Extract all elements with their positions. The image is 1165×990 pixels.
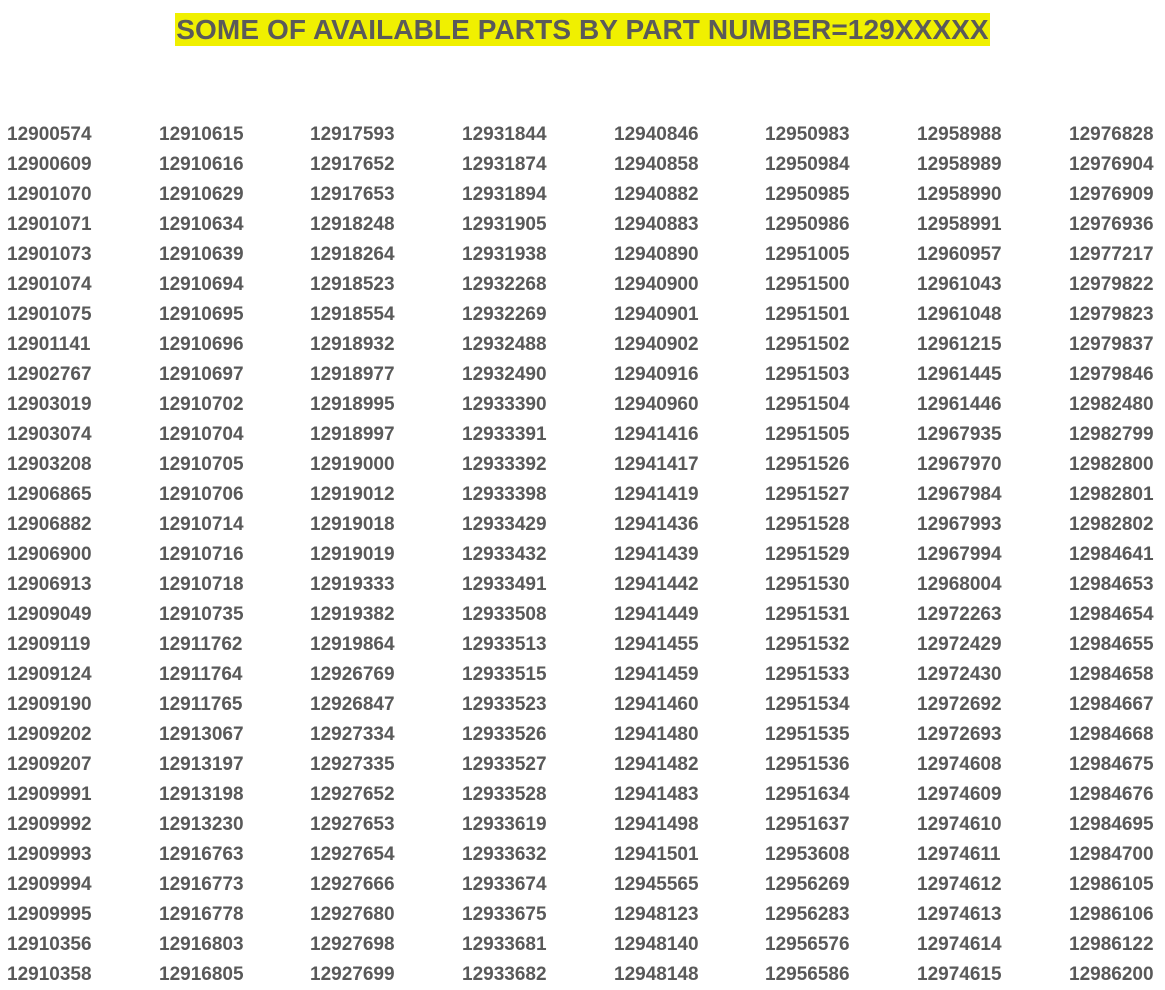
- part-number: 12951526: [765, 454, 850, 475]
- part-number: 12948123: [614, 904, 699, 925]
- page-title: SOME OF AVAILABLE PARTS BY PART NUMBER=129XXXXX: [176, 14, 989, 45]
- part-number: 12951501: [765, 304, 850, 325]
- part-number: 12919382: [310, 604, 395, 625]
- part-number: 12941482: [614, 754, 699, 775]
- part-number: 12909119: [7, 634, 91, 655]
- part-number: 12911765: [159, 694, 243, 715]
- part-number: 12958991: [917, 214, 1002, 235]
- part-number: 12910629: [159, 184, 244, 205]
- part-number: 12927335: [310, 754, 395, 775]
- part-number: 12967994: [917, 544, 1002, 565]
- part-number: 12953608: [765, 844, 850, 865]
- part-number: 12986122: [1069, 934, 1154, 955]
- part-number: 12982800: [1069, 454, 1154, 475]
- part-number: 12933681: [462, 934, 547, 955]
- part-number: 12933508: [462, 604, 547, 625]
- part-number: 12972693: [917, 724, 1002, 745]
- part-number: 12927699: [310, 964, 395, 985]
- part-number: 12951005: [765, 244, 850, 265]
- part-number: 12984675: [1069, 754, 1154, 775]
- part-number: 12931844: [462, 124, 547, 145]
- part-number: 12910356: [7, 934, 92, 955]
- part-number: 12933619: [462, 814, 547, 835]
- part-number: 12984655: [1069, 634, 1154, 655]
- part-number: 12900609: [7, 154, 92, 175]
- part-number: 12931938: [462, 244, 547, 265]
- part-number: 12940882: [614, 184, 699, 205]
- part-number: 12951500: [765, 274, 850, 295]
- part-number: 12933432: [462, 544, 547, 565]
- part-number: 12974608: [917, 754, 1002, 775]
- part-number: 12940900: [614, 274, 699, 295]
- part-number: 12972429: [917, 634, 1002, 655]
- part-number: 12941483: [614, 784, 699, 805]
- part-number: 12932490: [462, 364, 547, 385]
- part-number: 12951637: [765, 814, 850, 835]
- part-number: 12927698: [310, 934, 395, 955]
- part-number: 12919000: [310, 454, 395, 475]
- part-number: 12918523: [310, 274, 395, 295]
- part-number: 12951505: [765, 424, 850, 445]
- part-number: 12903208: [7, 454, 92, 475]
- part-number: 12951534: [765, 694, 850, 715]
- part-number: 12918554: [310, 304, 395, 325]
- part-number: 12918248: [310, 214, 395, 235]
- part-number: 12940916: [614, 364, 699, 385]
- part-number: 12941459: [614, 664, 699, 685]
- part-number: 12913197: [159, 754, 244, 775]
- part-number: 12974611: [917, 844, 1001, 865]
- part-number: 12901073: [7, 244, 92, 265]
- parts-column-5: [614, 120, 699, 990]
- part-number: 12941419: [614, 484, 699, 505]
- part-number: 12933675: [462, 904, 547, 925]
- part-number: 12927334: [310, 724, 395, 745]
- part-number: 12979846: [1069, 364, 1154, 385]
- part-number: 12933429: [462, 514, 547, 535]
- part-number: 12967935: [917, 424, 1002, 445]
- part-number: 12909994: [7, 874, 92, 895]
- part-number: 12956576: [765, 934, 850, 955]
- part-number: 12933526: [462, 724, 547, 745]
- parts-column-3: [310, 120, 395, 990]
- part-number: 12984653: [1069, 574, 1154, 595]
- part-number: 12932268: [462, 274, 547, 295]
- part-number: 12933513: [462, 634, 547, 655]
- part-number: 12951532: [765, 634, 850, 655]
- parts-column-7: [917, 120, 1002, 990]
- part-number: 12917593: [310, 124, 395, 145]
- part-number: 12979823: [1069, 304, 1154, 325]
- part-number: 12951528: [765, 514, 850, 535]
- part-number: 12941480: [614, 724, 699, 745]
- part-number: 12911762: [159, 634, 243, 655]
- part-number: 12958990: [917, 184, 1002, 205]
- part-number: 12917653: [310, 184, 395, 205]
- part-number: 12931874: [462, 154, 547, 175]
- part-number: 12910634: [159, 214, 244, 235]
- part-number: 12919019: [310, 544, 395, 565]
- part-number: 12927653: [310, 814, 395, 835]
- part-number: 12916773: [159, 874, 244, 895]
- part-number: 12956586: [765, 964, 850, 985]
- part-number: 12906882: [7, 514, 92, 535]
- part-number: 12951503: [765, 364, 850, 385]
- part-number: 12941498: [614, 814, 699, 835]
- part-number: 12927680: [310, 904, 395, 925]
- part-number: 12926769: [310, 664, 395, 685]
- part-number: 12940960: [614, 394, 699, 415]
- part-number: 12919018: [310, 514, 395, 535]
- part-number: 12941417: [614, 454, 699, 475]
- part-number: 12927666: [310, 874, 395, 895]
- part-number: 12913230: [159, 814, 244, 835]
- part-number: 12910639: [159, 244, 244, 265]
- part-number: 12972430: [917, 664, 1002, 685]
- part-number: 12919012: [310, 484, 395, 505]
- part-number: 12967970: [917, 454, 1002, 475]
- part-number: 12901075: [7, 304, 92, 325]
- part-number: 12910615: [159, 124, 244, 145]
- part-number: 12977217: [1069, 244, 1154, 265]
- part-number: 12911764: [159, 664, 243, 685]
- part-number: 12951529: [765, 544, 850, 565]
- part-number: 12910358: [7, 964, 92, 985]
- part-number: 12932269: [462, 304, 547, 325]
- part-number: 12951502: [765, 334, 850, 355]
- part-number: 12910704: [159, 424, 244, 445]
- part-number: 12984676: [1069, 784, 1154, 805]
- part-number: 12909049: [7, 604, 92, 625]
- part-number: 12984654: [1069, 604, 1154, 625]
- part-number: 12927654: [310, 844, 395, 865]
- part-number: 12910702: [159, 394, 244, 415]
- part-number: 12984658: [1069, 664, 1154, 685]
- part-number: 12979837: [1069, 334, 1154, 355]
- part-number: 12948148: [614, 964, 699, 985]
- part-number: 12913067: [159, 724, 244, 745]
- part-number: 12941501: [614, 844, 699, 865]
- part-number: 12968004: [917, 574, 1002, 595]
- part-number: 12986106: [1069, 904, 1154, 925]
- part-number: 12916763: [159, 844, 244, 865]
- part-number: 12933528: [462, 784, 547, 805]
- part-number: 12974613: [917, 904, 1002, 925]
- part-number: 12910716: [159, 544, 244, 565]
- part-number: 12979822: [1069, 274, 1154, 295]
- part-number: 12961445: [917, 364, 1002, 385]
- part-number: 12901074: [7, 274, 92, 295]
- part-number: 12974612: [917, 874, 1002, 895]
- parts-column-8: [1069, 120, 1154, 990]
- part-number: 12906913: [7, 574, 92, 595]
- part-number: 12984700: [1069, 844, 1154, 865]
- part-number: 12903019: [7, 394, 92, 415]
- parts-column-1: [7, 120, 92, 990]
- part-number: 12951634: [765, 784, 850, 805]
- part-number: 12918932: [310, 334, 395, 355]
- part-number: 12916778: [159, 904, 244, 925]
- part-number: 12932488: [462, 334, 547, 355]
- part-number: 12940902: [614, 334, 699, 355]
- part-number: 12909995: [7, 904, 92, 925]
- part-number: 12941439: [614, 544, 699, 565]
- page-header: [0, 13, 1165, 46]
- part-number: 12933398: [462, 484, 547, 505]
- part-number: 12926847: [310, 694, 395, 715]
- part-number: 12933682: [462, 964, 547, 985]
- part-number: 12910695: [159, 304, 244, 325]
- part-number: 12951530: [765, 574, 850, 595]
- part-number: 12951531: [765, 604, 850, 625]
- part-number: 12972263: [917, 604, 1002, 625]
- part-number: 12940846: [614, 124, 699, 145]
- part-number: 12918997: [310, 424, 395, 445]
- part-number: 12903074: [7, 424, 92, 445]
- part-number: 12967984: [917, 484, 1002, 505]
- part-number: 12927652: [310, 784, 395, 805]
- part-number: 12916803: [159, 934, 244, 955]
- part-number: 12976904: [1069, 154, 1154, 175]
- part-number: 12940858: [614, 154, 699, 175]
- part-number: 12906900: [7, 544, 92, 565]
- part-number: 12974614: [917, 934, 1002, 955]
- part-number: 12986105: [1069, 874, 1154, 895]
- part-number: 12976909: [1069, 184, 1154, 205]
- part-number: 12940890: [614, 244, 699, 265]
- part-number: 12918264: [310, 244, 395, 265]
- part-number: 12902767: [7, 364, 92, 385]
- part-number: 12958988: [917, 124, 1002, 145]
- part-number: 12917652: [310, 154, 395, 175]
- part-number: 12916805: [159, 964, 244, 985]
- part-number: 12933390: [462, 394, 547, 415]
- part-number: 12950986: [765, 214, 850, 235]
- part-number: 12931894: [462, 184, 547, 205]
- part-number: 12941449: [614, 604, 699, 625]
- part-number: 12901141: [7, 334, 91, 355]
- parts-column-6: [765, 120, 850, 990]
- part-number: 12910696: [159, 334, 244, 355]
- part-number: 12948140: [614, 934, 699, 955]
- part-number: 12972692: [917, 694, 1002, 715]
- part-number: 12918995: [310, 394, 395, 415]
- part-number: 12909992: [7, 814, 92, 835]
- part-number: 12951536: [765, 754, 850, 775]
- part-number: 12933523: [462, 694, 547, 715]
- part-number: 12941455: [614, 634, 699, 655]
- part-number: 12982480: [1069, 394, 1154, 415]
- part-number: 12960957: [917, 244, 1002, 265]
- part-number: 12951527: [765, 484, 850, 505]
- part-number: 12951504: [765, 394, 850, 415]
- part-number: 12984641: [1069, 544, 1154, 565]
- part-number: 12910735: [159, 604, 244, 625]
- part-number: 12941416: [614, 424, 699, 445]
- part-number: 12961446: [917, 394, 1002, 415]
- part-number: 12950983: [765, 124, 850, 145]
- part-number: 12910718: [159, 574, 244, 595]
- part-number: 12941442: [614, 574, 699, 595]
- part-number: 12961043: [917, 274, 1002, 295]
- part-number: 12900574: [7, 124, 92, 145]
- part-number: 12933632: [462, 844, 547, 865]
- part-number: 12933391: [462, 424, 547, 445]
- part-number: 12941436: [614, 514, 699, 535]
- part-number: 12986200: [1069, 964, 1154, 985]
- part-number: 12901070: [7, 184, 92, 205]
- part-number: 12933392: [462, 454, 547, 475]
- part-number: 12956269: [765, 874, 850, 895]
- part-number: 12951535: [765, 724, 850, 745]
- part-number: 12913198: [159, 784, 244, 805]
- part-number: 12909991: [7, 784, 92, 805]
- part-number: 12909993: [7, 844, 92, 865]
- part-number: 12940883: [614, 214, 699, 235]
- part-number: 12950985: [765, 184, 850, 205]
- part-number: 12984667: [1069, 694, 1154, 715]
- part-number: 12974615: [917, 964, 1002, 985]
- part-number: 12909190: [7, 694, 92, 715]
- part-number: 12909124: [7, 664, 92, 685]
- part-number: 12933491: [462, 574, 547, 595]
- part-number: 12976936: [1069, 214, 1154, 235]
- part-number: 12982801: [1069, 484, 1154, 505]
- part-number: 12910697: [159, 364, 244, 385]
- part-number: 12984668: [1069, 724, 1154, 745]
- part-number: 12910706: [159, 484, 244, 505]
- part-number: 12940901: [614, 304, 699, 325]
- part-number: 12982802: [1069, 514, 1154, 535]
- part-number: 12961215: [917, 334, 1002, 355]
- part-number: 12967993: [917, 514, 1002, 535]
- part-number: 12933674: [462, 874, 547, 895]
- part-number: 12919864: [310, 634, 395, 655]
- part-number: 12951533: [765, 664, 850, 685]
- part-number: 12982799: [1069, 424, 1154, 445]
- part-number: 12910616: [159, 154, 244, 175]
- part-number: 12976828: [1069, 124, 1154, 145]
- part-number: 12909202: [7, 724, 92, 745]
- part-number: 12919333: [310, 574, 395, 595]
- part-number: 12941460: [614, 694, 699, 715]
- parts-column-2: [159, 120, 244, 990]
- part-number: 12945565: [614, 874, 699, 895]
- part-number: 12901071: [7, 214, 92, 235]
- part-number: 12906865: [7, 484, 92, 505]
- part-number: 12984695: [1069, 814, 1154, 835]
- part-number: 12910694: [159, 274, 244, 295]
- part-number: 12918977: [310, 364, 395, 385]
- part-number: 12958989: [917, 154, 1002, 175]
- part-number: 12950984: [765, 154, 850, 175]
- part-number: 12933527: [462, 754, 547, 775]
- part-number: 12956283: [765, 904, 850, 925]
- part-number: 12974609: [917, 784, 1002, 805]
- parts-column-4: [462, 120, 547, 990]
- part-number: 12910705: [159, 454, 244, 475]
- part-number: 12933515: [462, 664, 547, 685]
- part-number: 12961048: [917, 304, 1002, 325]
- parts-number-grid: [7, 120, 1165, 985]
- part-number: 12931905: [462, 214, 547, 235]
- part-number: 12909207: [7, 754, 92, 775]
- part-number: 12974610: [917, 814, 1002, 835]
- part-number: 12910714: [159, 514, 244, 535]
